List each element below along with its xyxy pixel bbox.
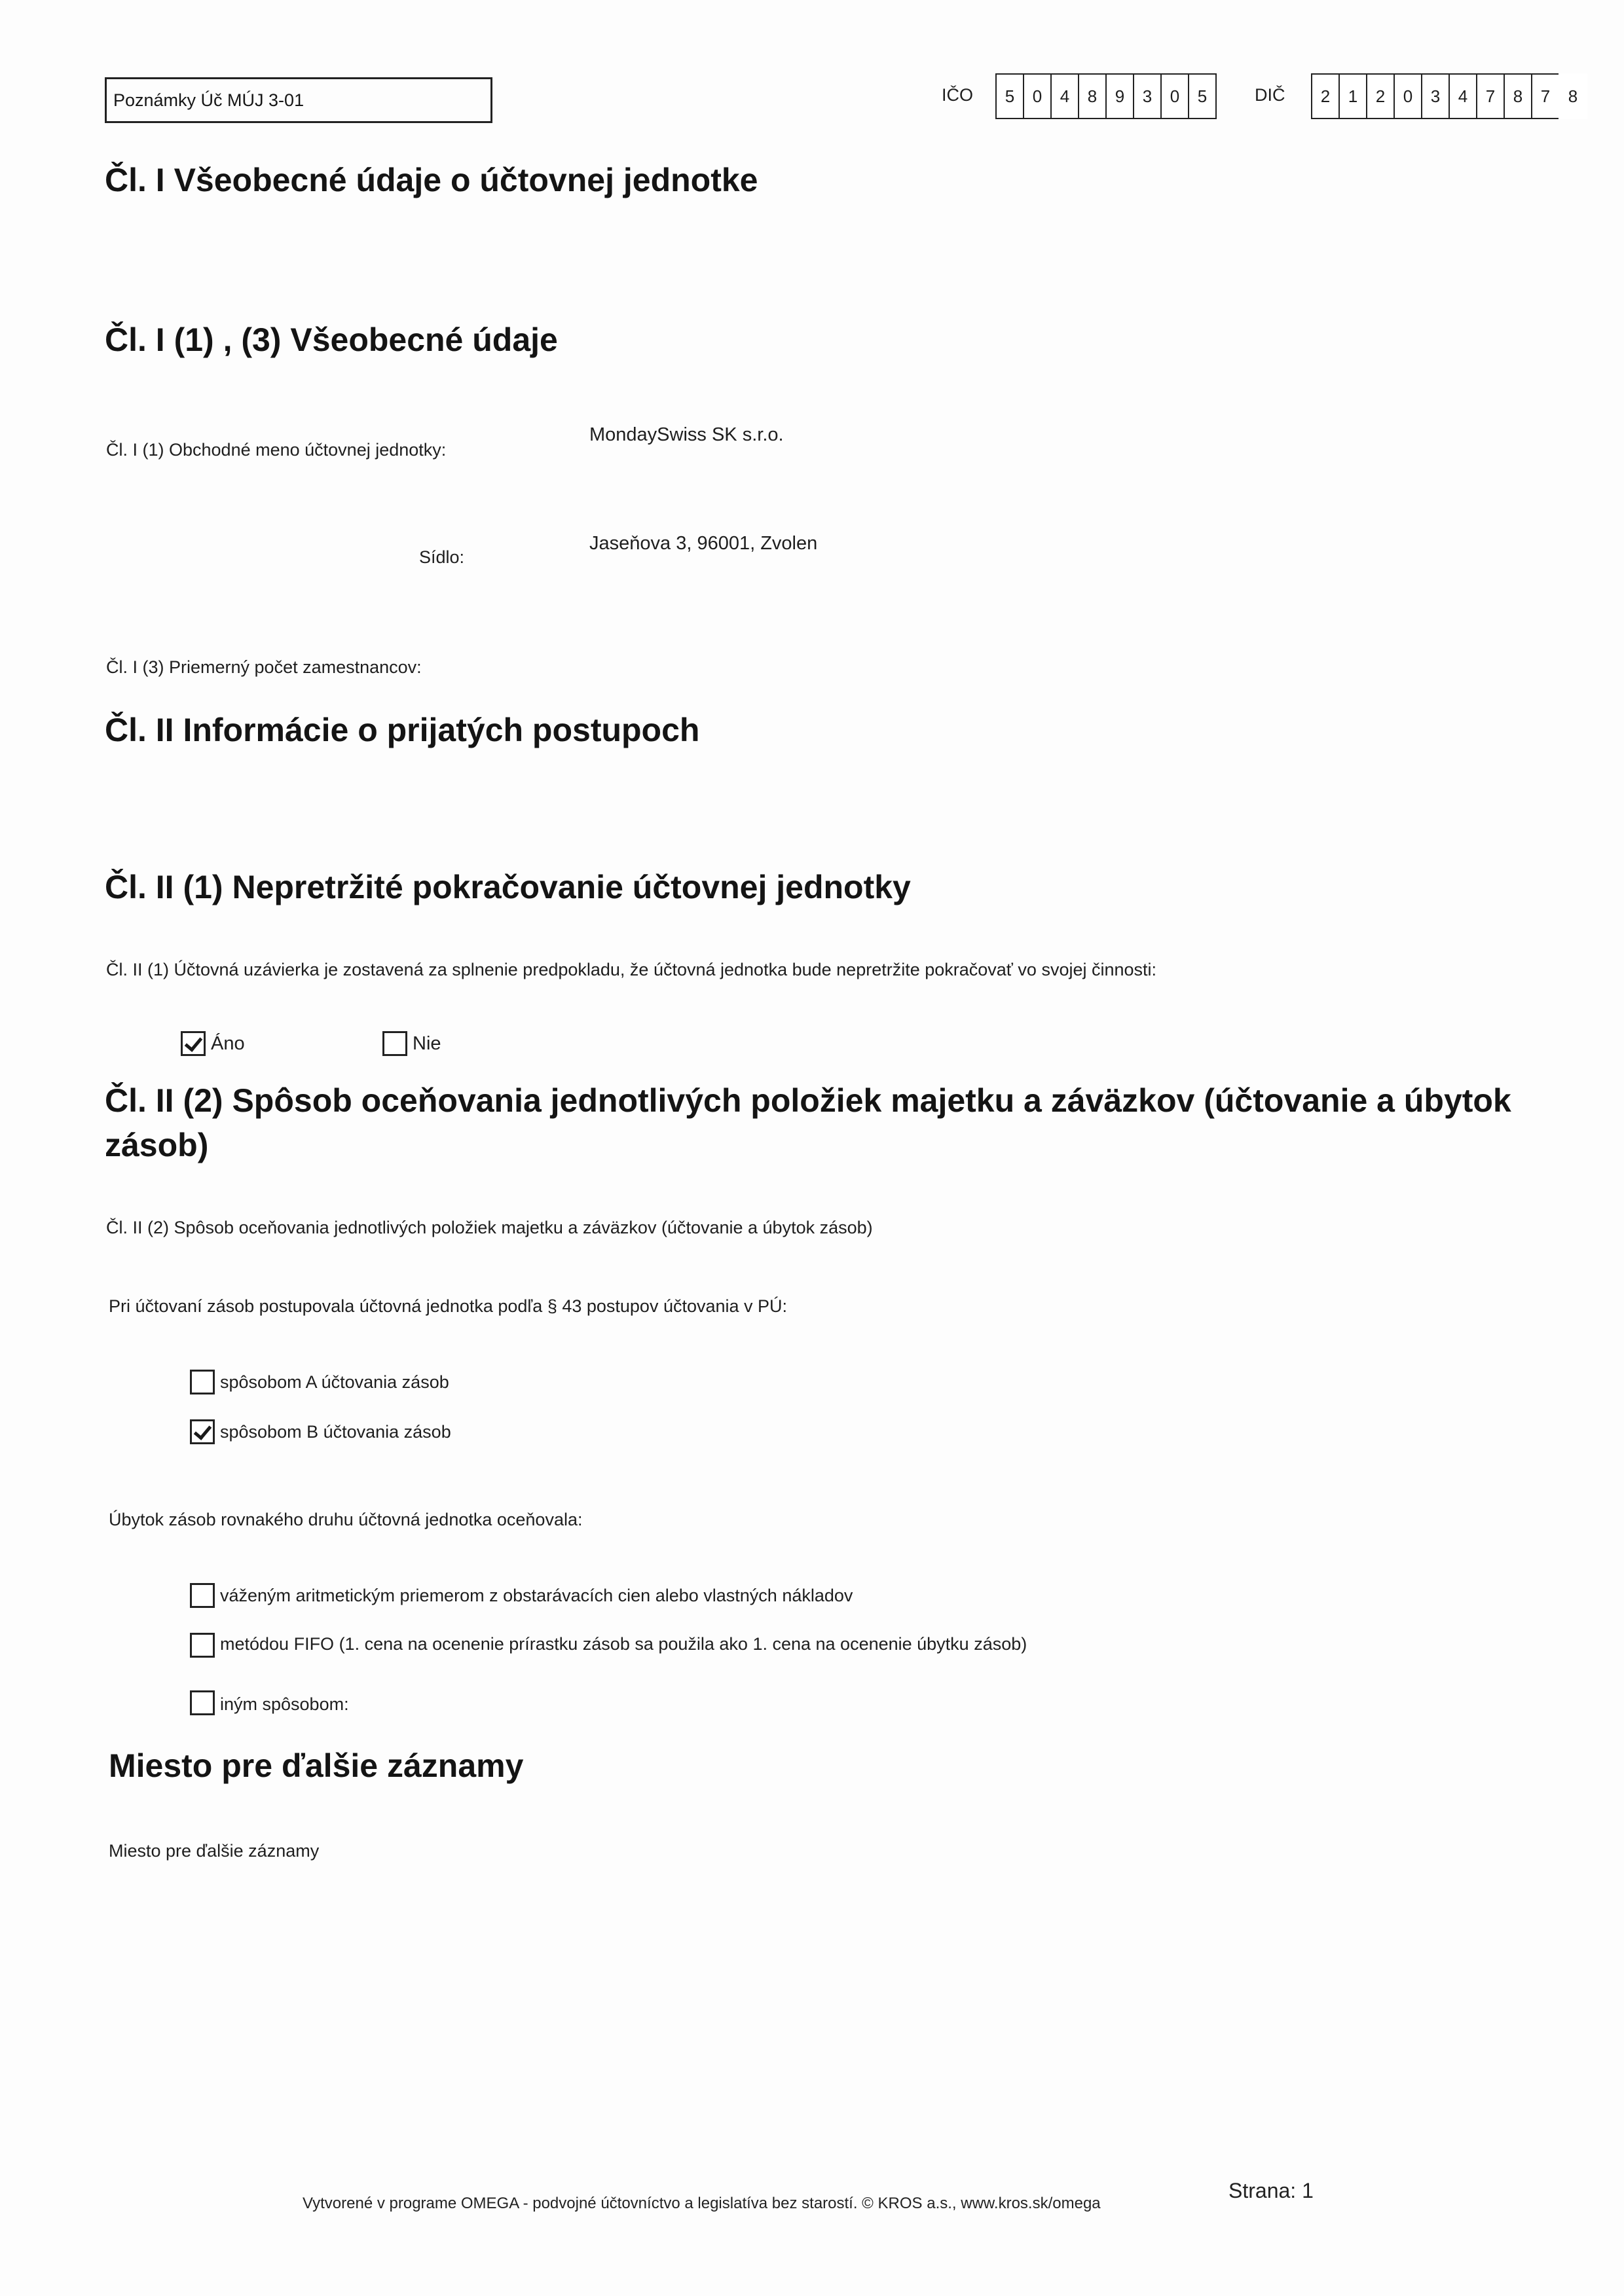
- ico-digit: 0: [1023, 73, 1052, 119]
- other-method-checkbox[interactable]: [190, 1690, 215, 1715]
- section-2-2-title-line2: zásob): [105, 1127, 209, 1163]
- notes-section-text: Miesto pre ďalšie záznamy: [109, 1841, 320, 1861]
- ico-label: IČO: [942, 85, 974, 105]
- employees-label: Čl. I (3) Priemerný počet zamestnancov:: [106, 657, 422, 677]
- notes-section-title: Miesto pre ďalšie záznamy: [109, 1747, 524, 1784]
- inventory-method-question: Pri účtovaní zásob postupovala účtovná jednotka podľa § 43 postupov účtovania v PÚ:: [109, 1296, 788, 1316]
- ico-digit-boxes: [995, 73, 1217, 119]
- section-2-1-title: Čl. II (1) Nepretržité pokračovanie účtovnej jednotky: [105, 869, 911, 905]
- ico-digit: 9: [1105, 73, 1134, 119]
- page-number: Strana: 1: [1228, 2179, 1314, 2202]
- document-type-label: Poznámky Úč MÚJ 3-01: [113, 90, 304, 110]
- dic-digit: 2: [1366, 73, 1395, 119]
- section-1-subtitle: Čl. I (1) , (3) Všeobecné údaje: [105, 321, 558, 358]
- method-a-checkbox[interactable]: [190, 1370, 215, 1394]
- method-b-checkbox[interactable]: [190, 1419, 215, 1444]
- ico-digit: 8: [1078, 73, 1107, 119]
- method-a-label: spôsobom A účtovania zásob: [220, 1372, 449, 1392]
- weighted-average-label: váženým aritmetickým priemerom z obstarávacích cien alebo vlastných nákladov: [220, 1586, 853, 1605]
- footer-credit: Vytvorené v programe OMEGA - podvojné účtovníctvo a legislatíva bez starostí. © KROS a.s., www.kros.sk/omega: [303, 2195, 1101, 2212]
- company-name-value: MondaySwiss SK s.r.o.: [589, 424, 784, 445]
- ico-digit: 4: [1050, 73, 1079, 119]
- yes-checkbox[interactable]: [181, 1031, 206, 1056]
- inventory-valuation-question: Úbytok zásob rovnakého druhu účtovná jednotka oceňovala:: [109, 1510, 583, 1529]
- method-b-label: spôsobom B účtovania zásob: [220, 1422, 451, 1442]
- document-type-box: [105, 77, 492, 123]
- dic-digit: 2: [1311, 73, 1340, 119]
- section-2-title: Čl. II Informácie o prijatých postupoch: [105, 712, 700, 748]
- fifo-label: metódou FIFO (1. cena na ocenenie prírastku zásob sa použila ako 1. cena na ocenenie úbytku zásob): [220, 1634, 1027, 1654]
- seat-value: Jaseňova 3, 96001, Zvolen: [589, 533, 818, 554]
- section-1-title: Čl. I Všeobecné údaje o účtovnej jednotke: [105, 162, 758, 198]
- no-checkbox[interactable]: [382, 1031, 407, 1056]
- dic-digit: 3: [1421, 73, 1450, 119]
- dic-digit: 4: [1449, 73, 1477, 119]
- ico-digit: 5: [1188, 73, 1217, 119]
- dic-label: DIČ: [1255, 85, 1285, 105]
- weighted-average-checkbox[interactable]: [190, 1583, 215, 1608]
- dic-digit: 8: [1559, 73, 1587, 119]
- company-name-label: Čl. I (1) Obchodné meno účtovnej jednotky:: [106, 440, 447, 460]
- dic-digit-boxes: [1311, 73, 1587, 119]
- ico-digit: 0: [1160, 73, 1189, 119]
- seat-label: Sídlo:: [419, 547, 465, 567]
- valuation-text: Čl. II (2) Spôsob oceňovania jednotlivých položiek majetku a záväzkov (účtovanie a úbytok zásob): [106, 1218, 873, 1237]
- going-concern-question: Čl. II (1) Účtovná uzávierka je zostavená za splnenie predpokladu, že účtovná jednotka bude nepretržite pokračovať vo svojej činnosti:: [106, 960, 1157, 979]
- ico-digit: 3: [1133, 73, 1162, 119]
- dic-digit: 0: [1393, 73, 1422, 119]
- fifo-checkbox[interactable]: [190, 1633, 215, 1658]
- yes-label: Áno: [211, 1033, 245, 1054]
- no-label: Nie: [413, 1033, 441, 1054]
- dic-digit: 1: [1338, 73, 1367, 119]
- dic-digit: 7: [1476, 73, 1505, 119]
- dic-digit: 8: [1504, 73, 1532, 119]
- dic-digit: 7: [1531, 73, 1560, 119]
- other-method-label: iným spôsobom:: [220, 1694, 349, 1714]
- ico-digit: 5: [995, 73, 1024, 119]
- section-2-2-title-line1: Čl. II (2) Spôsob oceňovania jednotlivých položiek majetku a záväzkov (účtovanie a úbytok: [105, 1082, 1511, 1119]
